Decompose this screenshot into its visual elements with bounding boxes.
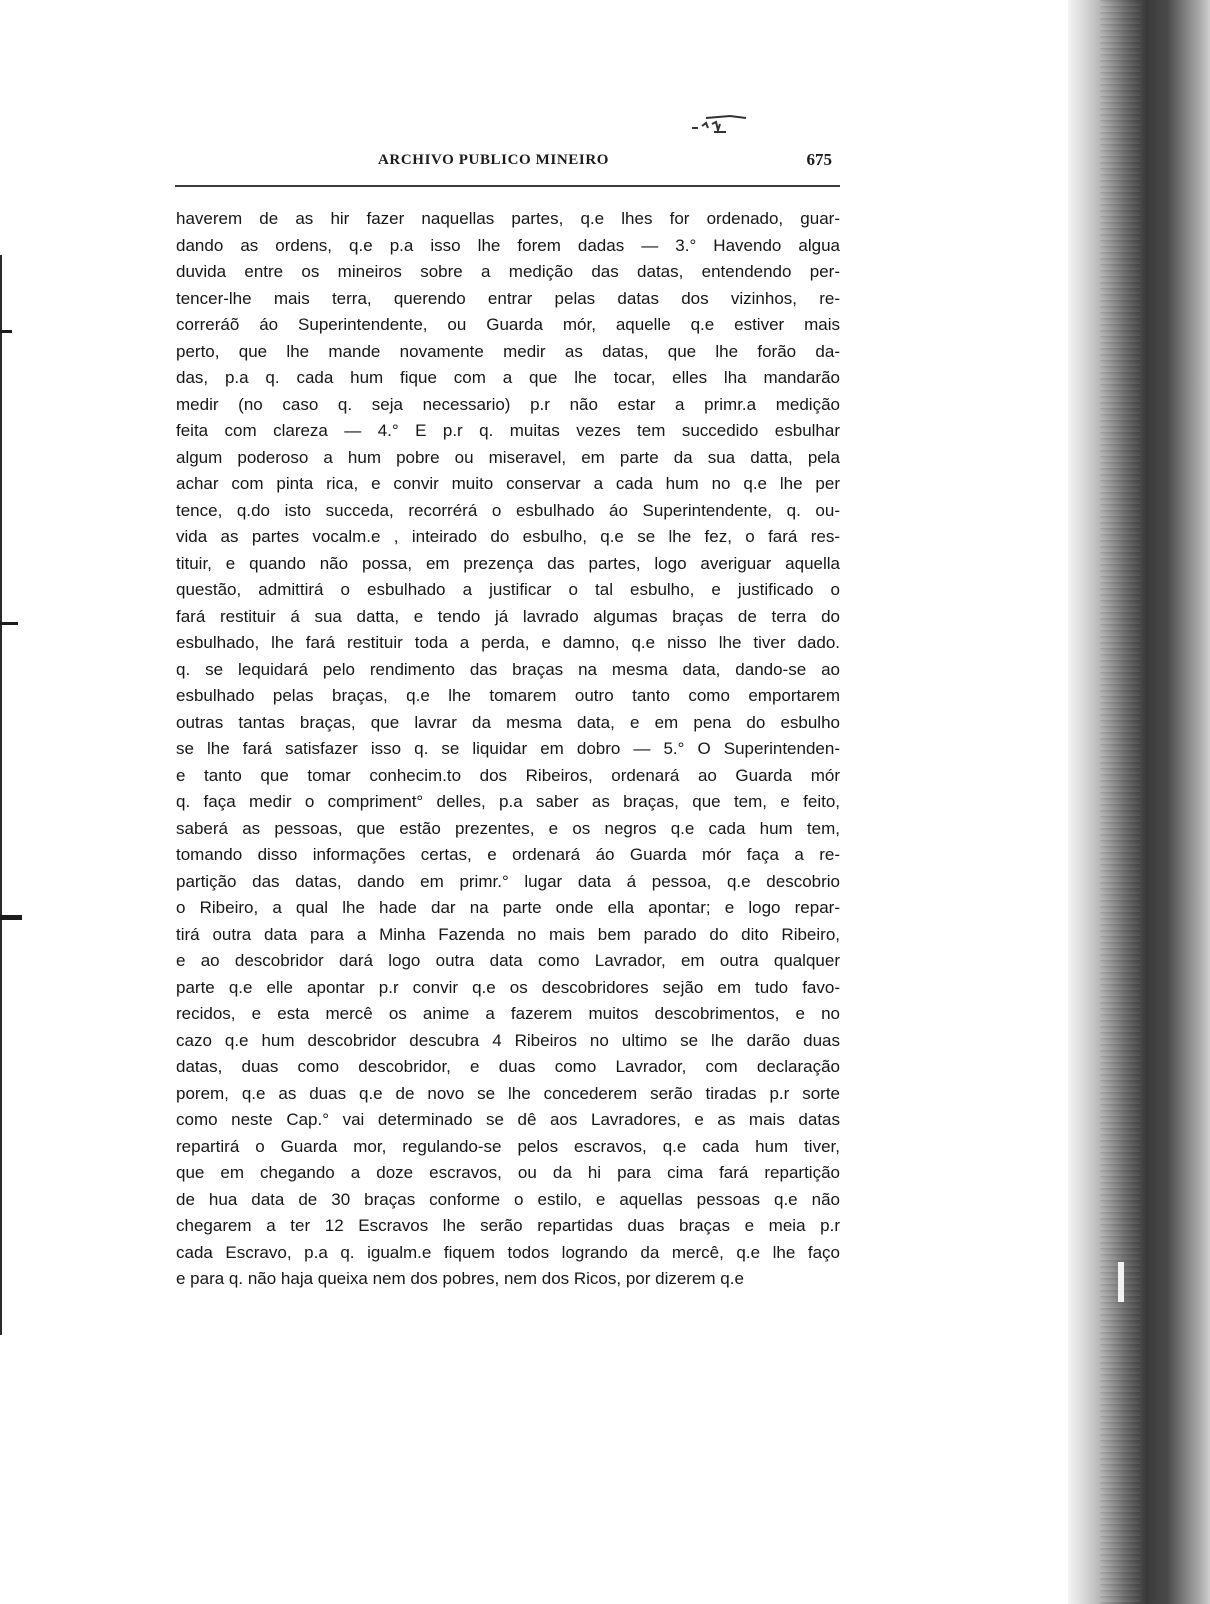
text-line: haverem de as hir fazer naquellas partes, q.e lhes for ordenado, guar- bbox=[176, 209, 840, 228]
header-rule bbox=[175, 185, 840, 187]
running-title: ARCHIVO PUBLICO MINEIRO bbox=[378, 152, 610, 168]
left-margin-tick bbox=[0, 622, 18, 625]
text-line: duvida entre os mineiros sobre a medição das datas, entendendo per- bbox=[176, 262, 840, 281]
text-line: correráõ áo Superintendente, ou Guarda mór, aquelle q.e estiver mais bbox=[176, 315, 840, 334]
text-line: tituir, e quando não possa, em prezença das partes, logo averiguar aquella bbox=[176, 553, 840, 573]
text-line: cazo q.e hum descobridor descubra 4 Ribeiros no ultimo se lhe darão duas bbox=[176, 1030, 840, 1050]
text-line: de hua data de 30 braças conforme o estilo, e aquellas pessoas q.e não bbox=[176, 1189, 840, 1209]
text-line: o Ribeiro, a qual lhe hade dar na parte onde ella apontar; e logo repar- bbox=[176, 898, 840, 917]
binding-mark bbox=[1118, 1262, 1124, 1302]
text-line: tomando disso informações certas, e ordenará áo Guarda mór faça a re- bbox=[176, 845, 840, 864]
text-line: chegarem a ter 12 Escravos lhe serão repartidas duas braças e meia p.r bbox=[176, 1216, 840, 1235]
body-text bbox=[176, 206, 840, 1293]
text-line: que em chegando a doze escravos, ou da hi para cima fará repartição bbox=[176, 1163, 840, 1182]
text-line: cada Escravo, p.a q. igualm.e fiquem todos logrando da mercê, q.e lhe faço bbox=[176, 1242, 840, 1262]
text-line: se lhe fará satisfazer isso q. se liquidar em dobro — 5.° O Superintenden- bbox=[176, 739, 840, 758]
text-line: partição das datas, dando em primr.° lugar data á pessoa, q.e descobrio bbox=[176, 871, 840, 891]
text-line: feita com clareza — 4.° E p.r q. muitas vezes tem succedido esbulhar bbox=[176, 421, 840, 440]
text-line: saberá as pessoas, que estão prezentes, e os negros q.e cada hum tem, bbox=[176, 818, 840, 838]
text-line: fará restituir á sua datta, e tendo já lavrado algumas braças de terra do bbox=[176, 606, 840, 626]
text-line: esbulhado pelas braças, q.e lhe tomarem outro tanto como emportarem bbox=[176, 686, 840, 705]
text-line: medir (no caso q. seja necessario) p.r não estar a primr.a medição bbox=[176, 394, 840, 414]
text-line: e para q. não haja queixa nem dos pobres, nem dos Ricos, por dizerem q.e bbox=[176, 1269, 744, 1288]
text-line: perto, que lhe mande novamente medir as datas, que lhe forão da- bbox=[176, 341, 840, 361]
text-line: recidos, e esta mercê os anime a fazerem muitos descobrimentos, e no bbox=[176, 1004, 840, 1023]
text-line: q. faça medir o compriment° delles, p.a saber as braças, que tem, e feito, bbox=[176, 792, 840, 811]
text-line: das, p.a q. cada hum fique com a que lhe tocar, elles lha mandarão bbox=[176, 368, 840, 387]
text-line: tencer-lhe mais terra, querendo entrar pelas datas dos vizinhos, re- bbox=[176, 288, 840, 308]
text-line: tirá outra data para a Minha Fazenda no mais bem parado do dito Ribeiro, bbox=[176, 924, 840, 944]
page-header bbox=[180, 150, 840, 174]
left-margin-tick bbox=[0, 915, 22, 920]
left-margin-line bbox=[0, 255, 2, 1335]
text-line: q. se lequidará pelo rendimento das braças na mesma data, dando-se ao bbox=[176, 659, 840, 679]
text-line: achar com pinta rica, e convir muito conservar a cada hum no q.e lhe per bbox=[176, 474, 840, 493]
text-line: como neste Cap.° vai determinado se dê aos Lavradores, e as mais datas bbox=[176, 1110, 840, 1129]
text-line: parte q.e elle apontar p.r convir q.e os descobridores sejão em tudo favo- bbox=[176, 977, 840, 997]
text-line: e tanto que tomar conhecim.to dos Ribeiros, ordenará ao Guarda mór bbox=[176, 765, 840, 785]
text-line: repartirá o Guarda mor, regulando-se pelos escravos, q.e cada hum tiver, bbox=[176, 1136, 840, 1156]
page-number: 675 bbox=[806, 150, 832, 169]
ornament-mark bbox=[690, 112, 754, 136]
text-line: outras tantas braças, que lavrar da mesma data, e em pena do esbulho bbox=[176, 712, 840, 732]
text-line: dando as ordens, q.e p.a isso lhe forem dadas — 3.° Havendo algua bbox=[176, 235, 840, 255]
binding-texture bbox=[1100, 0, 1140, 1604]
text-line: questão, admittirá o esbulhado a justificar o tal esbulho, e justificado o bbox=[176, 580, 840, 599]
text-line: tence, q.do isto succeda, recorrérá o esbulhado áo Superintendente, q. ou- bbox=[176, 500, 840, 520]
text-line: vida as partes vocalm.e , inteirado do esbulho, q.e se lhe fez, o fará res- bbox=[176, 527, 840, 546]
left-margin-tick bbox=[0, 330, 12, 333]
text-line: datas, duas como descobridor, e duas como Lavrador, com declaração bbox=[176, 1057, 840, 1076]
text-line: esbulhado, lhe fará restituir toda a perda, e damno, q.e nisso lhe tiver dado. bbox=[176, 633, 840, 652]
text-line: porem, q.e as duas q.e de novo se lhe concederem serão tiradas p.r sorte bbox=[176, 1083, 840, 1103]
text-line: algum poderoso a hum pobre ou miseravel, em parte da sua datta, pela bbox=[176, 447, 840, 467]
text-line: e ao descobridor dará logo outra data como Lavrador, em outra qualquer bbox=[176, 951, 840, 970]
